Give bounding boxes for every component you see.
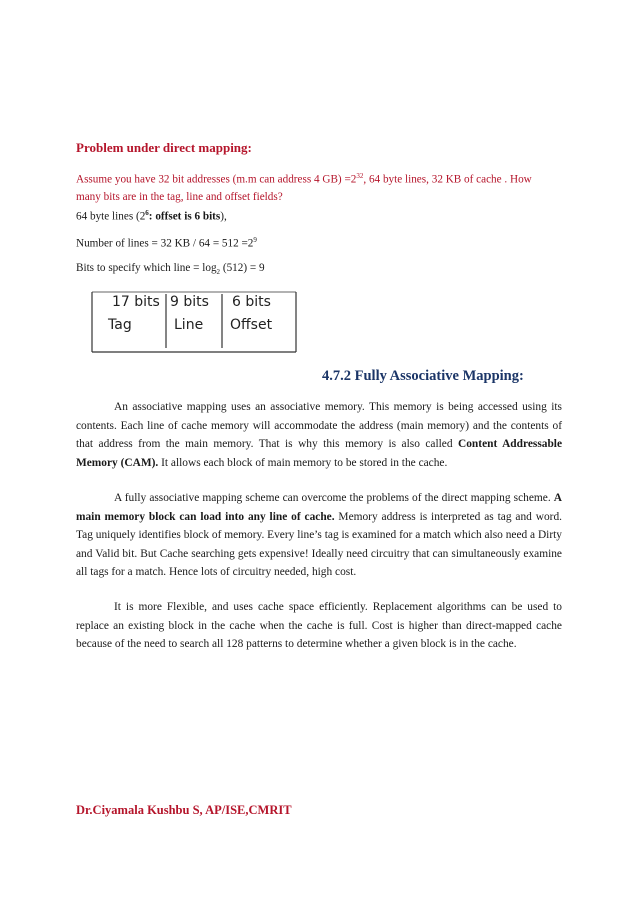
- lines-sup: 9: [253, 236, 257, 244]
- offset-line: [76, 209, 227, 223]
- lines-count-line: [76, 236, 257, 250]
- bits-pre: Bits to specify which line = log: [76, 262, 217, 274]
- problem-line1-sup: 32: [356, 172, 364, 180]
- section-heading: 4.7.2 Fully Associative Mapping:: [322, 368, 524, 384]
- problem-line2: many bits are in the tag, line and offset fields?: [76, 190, 283, 203]
- problem-statement: [76, 168, 576, 206]
- p3-text: It is more Flexible, and uses cache space efficiently. Replacement algorithms can be used to replace an existing block in the cache when the cache is full. Cost is higher than direct-mapped cache because of the need to search all 128 patterns to determine whether a given block is in the cache.: [76, 601, 562, 651]
- problem-heading: Problem under direct mapping:: [76, 140, 252, 155]
- bits-post: (512) = 9: [220, 262, 265, 274]
- bits-sub: 2: [216, 268, 221, 277]
- offset-bits-label: 6 bits: [232, 294, 271, 310]
- problem-line1-pre: Assume you have 32 bit addresses (m.m can address 4 GB) =2: [76, 173, 357, 186]
- p2-text1: A fully associative mapping scheme can overcome the problems of the direct mapping scheme.: [114, 492, 554, 504]
- bits-line: [76, 262, 265, 276]
- offset-pre: 64 byte lines (2: [76, 210, 146, 223]
- address-format-diagram: [82, 290, 298, 354]
- tag-bits-label: 17 bits: [112, 294, 160, 310]
- offset-field-label: Offset: [230, 317, 273, 333]
- p1-bold: Content Addressable Memory (CAM).: [76, 438, 562, 469]
- p1-text2: It allows each block of main memory to be stored in the cache.: [158, 456, 448, 469]
- offset-sup: 6: [145, 209, 149, 217]
- line-bits-label: 9 bits: [170, 294, 209, 310]
- problem-line1-post: , 64 byte lines, 32 KB of cache . How: [363, 173, 532, 186]
- paragraph-3: [76, 598, 562, 654]
- p2-bold: A main memory block can load into any line of cache.: [76, 492, 562, 523]
- paragraph-2: [76, 489, 562, 582]
- tag-field-label: Tag: [108, 317, 132, 333]
- paragraph-1: [76, 398, 562, 472]
- offset-post: ),: [220, 210, 227, 223]
- p1-text1: An associative mapping uses an associative memory. This memory is being accessed using its contents. Each line of cache memory will accommodate the address (main memory) and the contents of that address from the main memory. That is why this memory is also called: [76, 401, 562, 451]
- line-field-label: Line: [174, 317, 204, 333]
- offset-bold: : offset is 6 bits: [148, 210, 221, 223]
- lines-pre: Number of lines = 32 KB / 64 = 512 =2: [76, 237, 254, 250]
- p2-text2: Memory address is interpreted as tag and word. Tag uniquely identifies block of memory. Every line’s tag is examined for a match which also need a Dirty and Valid bit. But Cache searching gets expensive! Ideally need circuitry that can simultaneously examine all tags for a match. Hence lots of circuitry needed, high cost.: [76, 510, 562, 579]
- footer-author: Dr.Ciyamala Kushbu S, AP/ISE,CMRIT: [76, 803, 292, 817]
